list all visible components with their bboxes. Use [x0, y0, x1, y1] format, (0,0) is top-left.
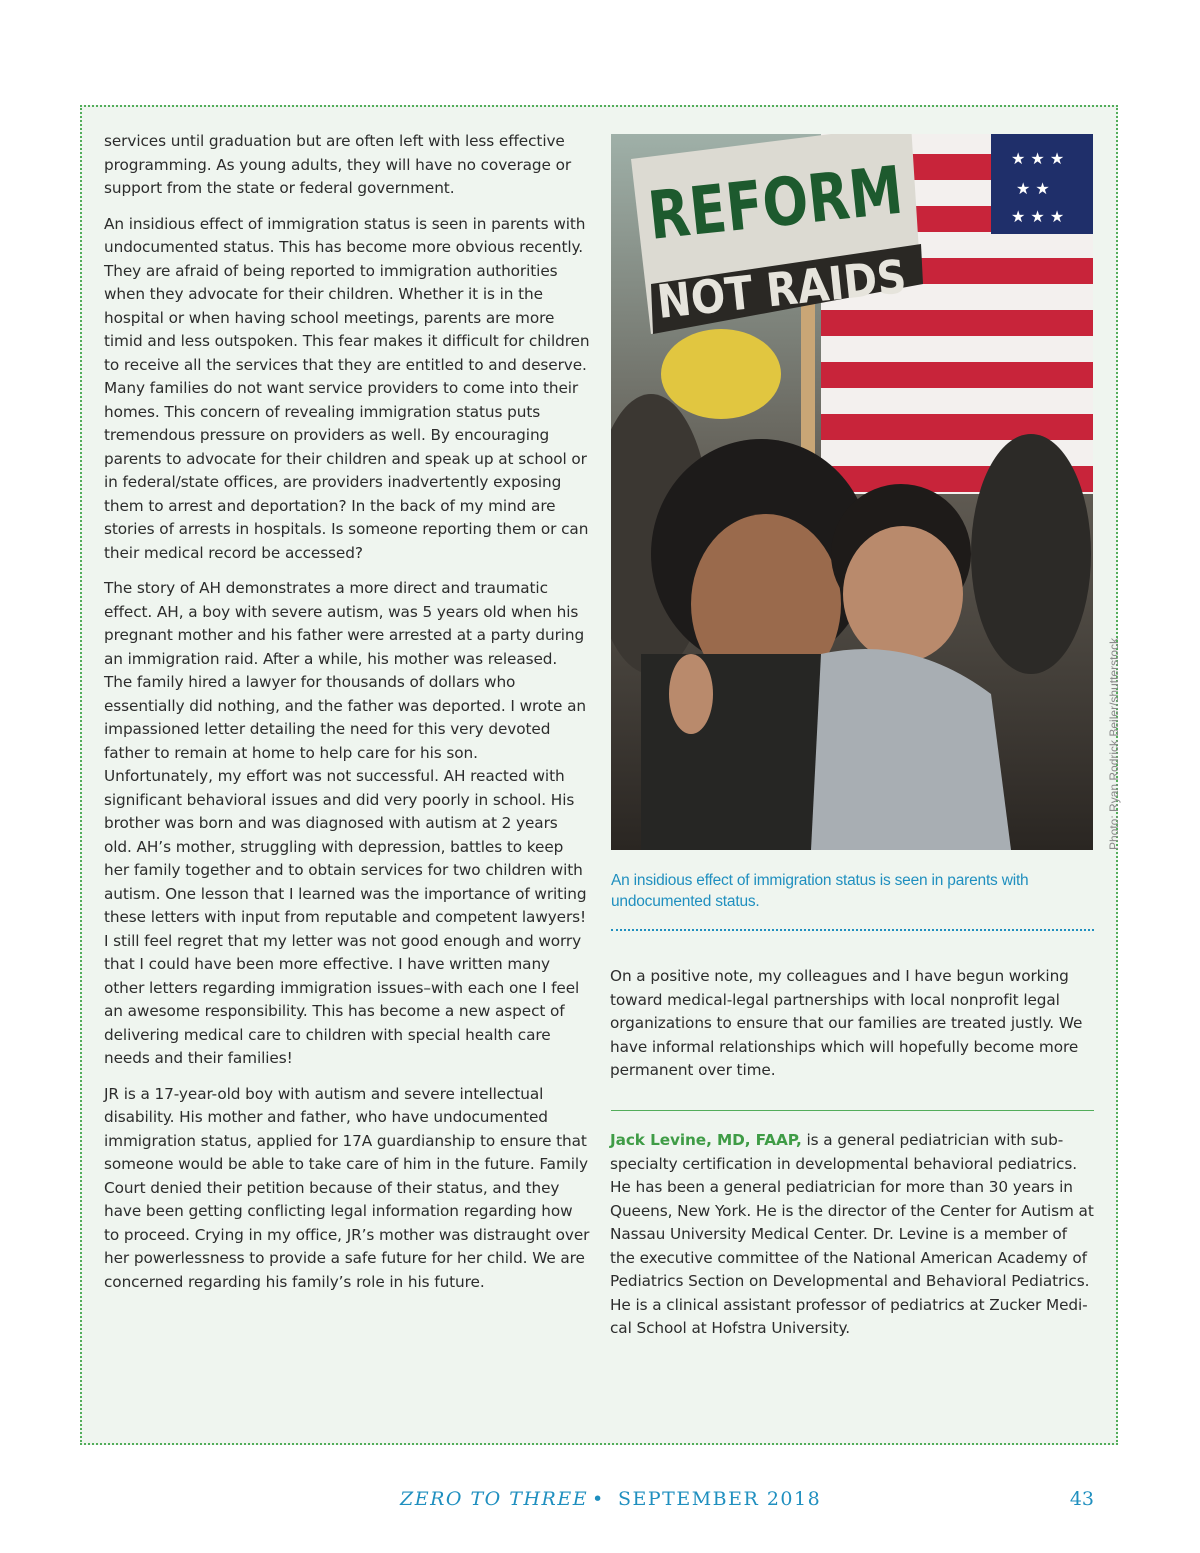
svg-text:NOT RAIDS: NOT RAIDS — [654, 245, 944, 329]
publication-name: ZERO TO THREE — [400, 1488, 589, 1510]
caption-divider — [611, 929, 1094, 931]
page-number: 43 — [1069, 1488, 1094, 1510]
issue-date: SEPTEMBER 2018 — [618, 1488, 822, 1510]
author-bio — [610, 1129, 1094, 1353]
article-paragraph: services until graduation but are often left with less effective programming. As young adults, they will have no coverage or support from the state or federal government. — [104, 132, 572, 197]
article-paragraph: An insidious effect of immigration status is seen in parents with undocumented status. This has become more obvious recently. They are afraid of being reported to immigration authorities when they advocate for their children. Whether it is in the hospital or when having school meetings, parents are more timid and less outspoken. This fear makes it difficult for children to receive all the services that they are entitled to and deserve. Many families do not want service providers to come into their homes. This concern of revealing immigration status puts tremendous pressure on providers as well. By encouraging parents to advocate for their children and speak up at school or in federal/state offices, are providers inadvertently exposing them to arrest and deportation? In the back of my mind are stories of arrests in hospitals. Is someone reporting them or can their medical record be accessed? — [104, 214, 590, 562]
footer-separator: • — [592, 1488, 604, 1510]
svg-text:★ ★: ★ ★ — [1016, 179, 1050, 198]
article-right-column — [610, 965, 1094, 1095]
svg-text:REFORM: REFORM — [644, 145, 965, 255]
svg-text:★ ★ ★: ★ ★ ★ — [1011, 149, 1065, 168]
photo-credit: Photo: Ryan Rodrick Beiler/shutterstock — [1107, 637, 1121, 850]
article-paragraph: The story of AH demonstrates a more direct and traumatic effect. AH, a boy with severe autism, was 5 years old when his pregnant mother and his father were arrested at a party during an immigration raid. After a while, his mother was released. The family hired a lawyer for thousands of dollars who essentially did nothing, and the father was deported. I wrote an impassioned letter detailing the need for this very devoted father to remain at home to help care for his son. Unfortunately, my effort was not successful. AH reacted with significant behavioral issues and did very poorly in school. His brother was born and was diagnosed with autism at 2 years old. AH’s mother, struggling with depression, battles to keep her family together and to obtain services for two children with autism. One lesson that I learned was the importance of writing these letters with input from reputable and competent lawyers! I still feel regret that my letter was not good enough and worry that I could have been more effective. I have written many other letters regarding immigration issues–with each one I feel an awesome responsibility. This has become a new aspect of delivering medical care to children with special health care needs and their families! — [104, 579, 587, 1067]
author-name: Jack Levine, MD, FAAP, — [610, 1131, 802, 1149]
bio-divider — [611, 1110, 1094, 1111]
page-footer — [0, 1488, 1200, 1518]
author-bio-text: is a general pediatrician with sub-specialty certification in developmental behavioral pediatrics. He has been a general pediatrician for more than 30 years in Queens, New York. He is the director of the Center for Autism at Nassau University Medical Center. Dr. Levine is a member of the executive committee of the National American Academy of Pediatrics Section on Developmental and Behavioral Pediatrics. He is a clinical assistant professor of pediatrics at Zucker Medi-cal School at Hofstra University. — [610, 1131, 1094, 1337]
protest-photo — [611, 134, 1093, 850]
svg-text:★ ★ ★: ★ ★ ★ — [1011, 207, 1065, 226]
article-left-column — [104, 130, 590, 1306]
article-paragraph: JR is a 17-year-old boy with autism and severe intellectual disability. His mother and father, who have undocumented immigration status, applied for 17A guardianship to ensure that someone would be able to take care of him in the future. Family Court denied their petition because of their status, and they have been getting conflicting legal information regarding how to proceed. Crying in my office, JR’s mother was distraught over her powerlessness to provide a safe future for her child. We are concerned regarding his family’s role in his future. — [104, 1084, 590, 1291]
photo-caption: An insidious effect of immigration status is seen in parents with undocumented status. — [611, 872, 1029, 910]
reform-sign-graphic — [631, 134, 965, 334]
closing-paragraph: On a positive note, my colleagues and I have begun working toward medical-legal partnerships with local nonprofit legal organizations to ensure that our families are treated justly. We have informal relationships which will hopefully become more permanent over time. — [610, 967, 1083, 1079]
